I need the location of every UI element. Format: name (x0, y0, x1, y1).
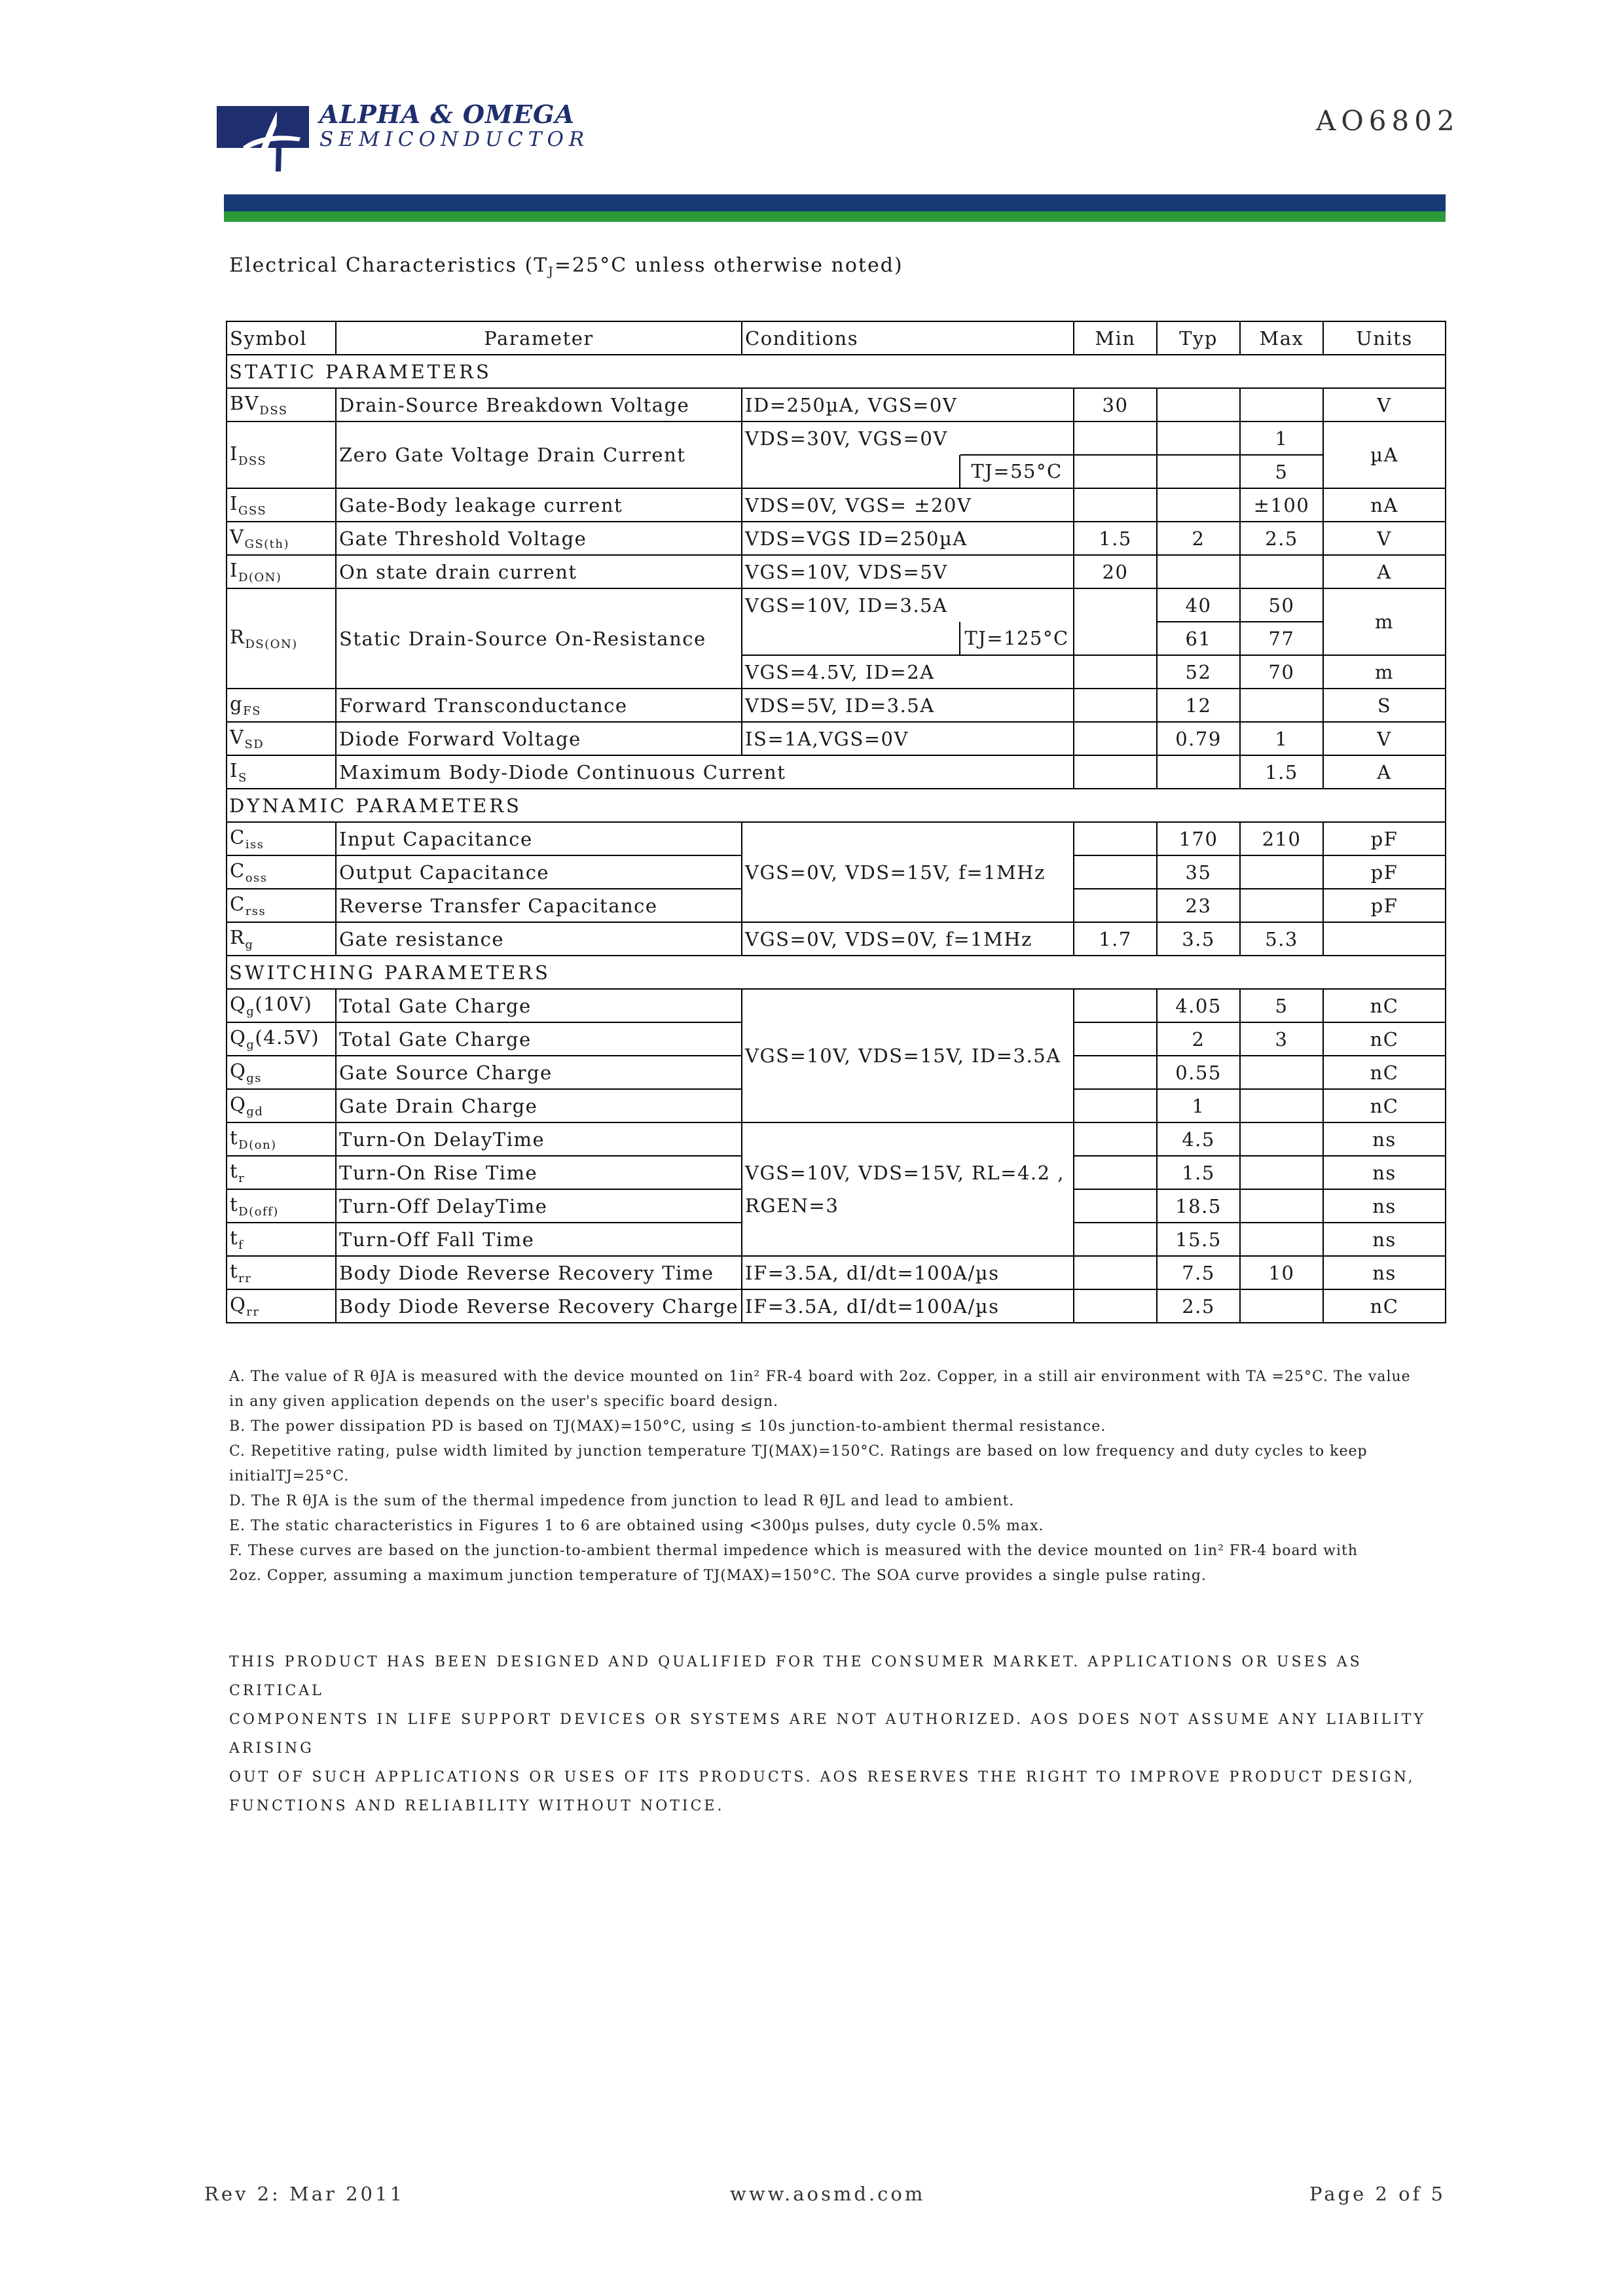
brand-name: ALPHA & OMEGA (319, 99, 575, 129)
max-cell: ±100 (1240, 488, 1323, 522)
col-header-symbol: Symbol (227, 321, 336, 355)
typ-cell: 2 (1157, 1022, 1240, 1056)
symbol-cell: $C_{oss}$ (227, 855, 336, 889)
footer-url[interactable]: www.aosmd.com (730, 2183, 926, 2205)
typ-cell: 0.79 (1157, 722, 1240, 755)
footnote-line: D. The R θJA is the sum of the thermal impedence from junction to lead R θJL and lead to ambient. (229, 1493, 1015, 1509)
unit-cell: ns (1323, 1156, 1446, 1189)
max-cell (1240, 555, 1323, 588)
table-row (227, 388, 1446, 422)
unit-cell: ns (1323, 1122, 1446, 1156)
conditions-cell: ID=250µA, VGS=0V (742, 388, 1074, 422)
min-cell (1074, 1189, 1157, 1223)
col-header-min: Min (1074, 321, 1157, 355)
symbol-cell: $g_{FS}$ (227, 689, 336, 722)
parameter-cell: Diode Forward Voltage (336, 722, 742, 755)
max-cell: 3 (1240, 1022, 1323, 1056)
conditions-cell (742, 422, 1074, 488)
unit-cell (1323, 922, 1446, 956)
parameter-cell: Turn-Off DelayTime (336, 1189, 742, 1223)
col-header-parameter: Parameter (336, 321, 742, 355)
typ-cell: 15.5 (1157, 1223, 1240, 1256)
unit-cell: A (1323, 555, 1446, 588)
min-cell (1074, 1022, 1157, 1056)
typ-cell (1157, 422, 1240, 455)
max-cell (1240, 689, 1323, 722)
disclaimer-line: THIS PRODUCT HAS BEEN DESIGNED AND QUALIFIED FOR THE CONSUMER MARKET. APPLICATIONS OR USES AS CRITICAL (229, 1654, 1362, 1699)
unit-cell: µA (1323, 422, 1446, 488)
symbol-cell: $Q_{gs}$ (227, 1056, 336, 1089)
footnote-line: in any given application depends on the user's specific board design. (229, 1393, 779, 1410)
unit-cell: V (1323, 722, 1446, 755)
max-cell (1240, 1122, 1323, 1156)
max-cell (1240, 1089, 1323, 1122)
min-cell (1074, 755, 1157, 789)
max-cell: 210 (1240, 822, 1323, 855)
symbol-cell: $t_{rr}$ (227, 1256, 336, 1289)
max-cell: 50 (1240, 588, 1323, 622)
conditions-cell: VGS=10V, VDS=5V (742, 555, 1074, 588)
parameter-cell: Total Gate Charge (336, 1022, 742, 1056)
parameter-cell: Gate Threshold Voltage (336, 522, 742, 555)
min-cell: 30 (1074, 388, 1157, 422)
condition-line: RGEN=3 (745, 1194, 839, 1217)
section-dynamic: DYNAMIC PARAMETERS (227, 789, 1446, 822)
conditions-cell (742, 1122, 1074, 1256)
conditions-cell: VDS=5V, ID=3.5A (742, 689, 1074, 722)
typ-cell: 2 (1157, 522, 1240, 555)
min-cell (1074, 488, 1157, 522)
unit-cell: ns (1323, 1256, 1446, 1289)
max-cell: 1.5 (1240, 755, 1323, 789)
min-cell (1074, 855, 1157, 889)
min-cell (1074, 1089, 1157, 1122)
typ-cell (1157, 755, 1240, 789)
unit-cell: V (1323, 522, 1446, 555)
symbol-cell: $I_{DSS}$ (227, 422, 336, 488)
symbol-cell: $I_{GSS}$ (227, 488, 336, 522)
typ-cell: 7.5 (1157, 1256, 1240, 1289)
typ-cell: 61 (1157, 622, 1240, 655)
conditions-cell: VDS=VGS ID=250µA (742, 522, 1074, 555)
parameter-cell: Body Diode Reverse Recovery Time (336, 1256, 742, 1289)
table-row (227, 422, 1446, 455)
min-cell (1074, 588, 1157, 655)
col-header-typ: Typ (1157, 321, 1240, 355)
max-cell: 10 (1240, 1256, 1323, 1289)
symbol-cell: $t_{D(on)}$ (227, 1122, 336, 1156)
alpha-omega-logo-icon (217, 103, 309, 173)
footer-revision: Rev 2: Mar 2011 (204, 2183, 405, 2205)
min-cell (1074, 422, 1157, 455)
table-row (227, 1122, 1446, 1156)
parameter-cell: Maximum Body-Diode Continuous Current (336, 755, 1074, 789)
unit-cell: nA (1323, 488, 1446, 522)
typ-cell: 35 (1157, 855, 1240, 889)
max-cell: 1 (1240, 722, 1323, 755)
max-cell: 70 (1240, 655, 1323, 689)
symbol-cell: $C_{iss}$ (227, 822, 336, 855)
table-row (227, 989, 1446, 1022)
unit-cell: m (1323, 588, 1446, 655)
footnotes (229, 1365, 1447, 1588)
max-cell (1240, 855, 1323, 889)
max-cell: 2.5 (1240, 522, 1323, 555)
condition-line: VDS=30V, VGS=0V (745, 427, 948, 450)
min-cell (1074, 889, 1157, 922)
table-row (227, 822, 1446, 855)
min-cell (1074, 655, 1157, 689)
max-cell: 5.3 (1240, 922, 1323, 956)
parameter-cell: Reverse Transfer Capacitance (336, 889, 742, 922)
condition-tj: TJ=55°C (959, 455, 1073, 488)
symbol-cell: $Q_g(10V)$ (227, 989, 336, 1022)
table-row (227, 1289, 1446, 1323)
table-row (227, 522, 1446, 555)
parameter-cell: Gate resistance (336, 922, 742, 956)
conditions-cell: VGS=10V, VDS=15V, ID=3.5A (742, 989, 1074, 1122)
col-header-units: Units (1323, 321, 1446, 355)
max-cell: 5 (1240, 989, 1323, 1022)
condition-line: VGS=10V, ID=3.5A (745, 594, 948, 617)
unit-cell: ns (1323, 1189, 1446, 1223)
footnote-line: E. The static characteristics in Figures 1 to 6 are obtained using <300µs pulses, duty cycle 0.5% max. (229, 1518, 1044, 1534)
conditions-cell: VGS=0V, VDS=15V, f=1MHz (742, 822, 1074, 922)
footnote-line: F. These curves are based on the junction-to-ambient thermal impedence which is measured with the device mounted on 1in² FR-4 board with (229, 1543, 1359, 1559)
parameter-cell: Zero Gate Voltage Drain Current (336, 422, 742, 488)
footnote-line: A. The value of R θJA is measured with the device mounted on 1in² FR-4 board with 2oz. Copper, in a still air environment with TA =25°C. The value (229, 1369, 1411, 1385)
footnote-line: 2oz. Copper, assuming a maximum junction temperature of TJ(MAX)=150°C. The SOA curve provides a single pulse rating. (229, 1568, 1207, 1584)
typ-cell (1157, 388, 1240, 422)
typ-cell: 1 (1157, 1089, 1240, 1122)
min-cell (1074, 689, 1157, 722)
min-cell: 20 (1074, 555, 1157, 588)
min-cell (1074, 1156, 1157, 1189)
table-row (227, 755, 1446, 789)
col-header-conditions: Conditions (742, 321, 1074, 355)
typ-cell: 170 (1157, 822, 1240, 855)
parameter-cell: Gate Source Charge (336, 1056, 742, 1089)
symbol-cell: $I_{D(ON)}$ (227, 555, 336, 588)
unit-cell: V (1323, 388, 1446, 422)
typ-cell: 0.55 (1157, 1056, 1240, 1089)
min-cell (1074, 1223, 1157, 1256)
typ-cell: 4.5 (1157, 1122, 1240, 1156)
typ-cell: 3.5 (1157, 922, 1240, 956)
disclaimer-line: COMPONENTS IN LIFE SUPPORT DEVICES OR SYSTEMS ARE NOT AUTHORIZED. AOS DOES NOT ASSUME ANY LIABILITY ARISING (229, 1712, 1426, 1757)
conditions-cell: VGS=0V, VDS=0V, f=1MHz (742, 922, 1074, 956)
typ-cell: 23 (1157, 889, 1240, 922)
header-band-green (224, 211, 1446, 222)
conditions-cell: IF=3.5A, dI/dt=100A/µs (742, 1256, 1074, 1289)
min-cell (1074, 1056, 1157, 1089)
unit-cell: nC (1323, 1089, 1446, 1122)
min-cell (1074, 822, 1157, 855)
parameter-cell: Static Drain-Source On-Resistance (336, 588, 742, 689)
unit-cell: nC (1323, 1022, 1446, 1056)
unit-cell: nC (1323, 989, 1446, 1022)
header-band-blue (224, 194, 1446, 211)
table-row (227, 488, 1446, 522)
parameter-cell: Input Capacitance (336, 822, 742, 855)
parameter-cell: Turn-Off Fall Time (336, 1223, 742, 1256)
parameter-cell: Turn-On Rise Time (336, 1156, 742, 1189)
max-cell: 5 (1240, 455, 1323, 488)
min-cell (1074, 1289, 1157, 1323)
unit-cell: m (1323, 655, 1446, 689)
max-cell: 1 (1240, 422, 1323, 455)
col-header-max: Max (1240, 321, 1323, 355)
symbol-cell: $t_r$ (227, 1156, 336, 1189)
conditions-cell (742, 588, 1074, 655)
typ-cell (1157, 455, 1240, 488)
table-row (227, 1256, 1446, 1289)
symbol-cell: $Q_{rr}$ (227, 1289, 336, 1323)
conditions-cell: VGS=4.5V, ID=2A (742, 655, 1074, 689)
symbol-cell: $t_{D(off)}$ (227, 1189, 336, 1223)
brand-subtitle: SEMICONDUCTOR (319, 128, 590, 151)
unit-cell: pF (1323, 889, 1446, 922)
disclaimer-line: FUNCTIONS AND RELIABILITY WITHOUT NOTICE. (229, 1798, 725, 1814)
max-cell (1240, 889, 1323, 922)
section-switching: SWITCHING PARAMETERS (227, 956, 1446, 989)
min-cell: 1.5 (1074, 522, 1157, 555)
symbol-cell: $BV_{DSS}$ (227, 388, 336, 422)
conditions-cell: IF=3.5A, dI/dt=100A/µs (742, 1289, 1074, 1323)
table-row (227, 555, 1446, 588)
typ-cell: 4.05 (1157, 989, 1240, 1022)
section-static: STATIC PARAMETERS (227, 355, 1446, 388)
typ-cell: 52 (1157, 655, 1240, 689)
condition-line: VGS=10V, VDS=15V, RL=4.2 , (745, 1162, 1065, 1184)
footnote-line: C. Repetitive rating, pulse width limited by junction temperature TJ(MAX)=150°C. Ratings are based on low frequency and duty cycles to keep (229, 1443, 1368, 1460)
parameter-cell: Output Capacitance (336, 855, 742, 889)
electrical-characteristics-table (226, 321, 1446, 1323)
page-heading: Electrical Characteristics ($T_J=25^\circ C$ unless otherwise noted) (229, 254, 903, 279)
footer-page-number: Page 2 of 5 (1309, 2183, 1446, 2205)
min-cell (1074, 722, 1157, 755)
parameter-cell: Turn-On DelayTime (336, 1122, 742, 1156)
typ-cell: 1.5 (1157, 1156, 1240, 1189)
conditions-cell: IS=1A,VGS=0V (742, 722, 1074, 755)
typ-cell: 12 (1157, 689, 1240, 722)
unit-cell: pF (1323, 822, 1446, 855)
unit-cell: pF (1323, 855, 1446, 889)
unit-cell: nC (1323, 1056, 1446, 1089)
part-number: AO6802 (1316, 105, 1460, 137)
symbol-cell: $V_{SD}$ (227, 722, 336, 755)
min-cell (1074, 455, 1157, 488)
symbol-cell: $I_S$ (227, 755, 336, 789)
max-cell (1240, 1189, 1323, 1223)
table-row (227, 722, 1446, 755)
typ-cell: 2.5 (1157, 1289, 1240, 1323)
max-cell (1240, 1156, 1323, 1189)
symbol-cell: $V_{GS(th)}$ (227, 522, 336, 555)
table-row (227, 689, 1446, 722)
symbol-cell: $Q_g(4.5V)$ (227, 1022, 336, 1056)
typ-cell (1157, 488, 1240, 522)
max-cell (1240, 1056, 1323, 1089)
disclaimer (229, 1648, 1447, 1821)
min-cell (1074, 989, 1157, 1022)
symbol-cell: $R_g$ (227, 922, 336, 956)
unit-cell: S (1323, 689, 1446, 722)
table-row (227, 588, 1446, 622)
parameter-cell: Total Gate Charge (336, 989, 742, 1022)
min-cell (1074, 1256, 1157, 1289)
max-cell (1240, 388, 1323, 422)
conditions-cell: VDS=0V, VGS= ±20V (742, 488, 1074, 522)
typ-cell: 18.5 (1157, 1189, 1240, 1223)
typ-cell (1157, 555, 1240, 588)
symbol-cell: $R_{DS(ON)}$ (227, 588, 336, 689)
symbol-cell: $C_{rss}$ (227, 889, 336, 922)
parameter-cell: Gate-Body leakage current (336, 488, 742, 522)
symbol-cell: $t_f$ (227, 1223, 336, 1256)
parameter-cell: Body Diode Reverse Recovery Charge (336, 1289, 742, 1323)
condition-tj: TJ=125°C (959, 622, 1073, 655)
min-cell: 1.7 (1074, 922, 1157, 956)
symbol-cell: $Q_{gd}$ (227, 1089, 336, 1122)
typ-cell: 40 (1157, 588, 1240, 622)
parameter-cell: On state drain current (336, 555, 742, 588)
unit-cell: nC (1323, 1289, 1446, 1323)
max-cell: 77 (1240, 622, 1323, 655)
max-cell (1240, 1289, 1323, 1323)
footnote-line: initialTJ=25°C. (229, 1468, 350, 1484)
min-cell (1074, 1122, 1157, 1156)
table-row (227, 922, 1446, 956)
footnote-line: B. The power dissipation PD is based on TJ(MAX)=150°C, using ≤ 10s junction-to-ambient thermal resistance. (229, 1418, 1106, 1435)
parameter-cell: Gate Drain Charge (336, 1089, 742, 1122)
max-cell (1240, 1223, 1323, 1256)
parameter-cell: Forward Transconductance (336, 689, 742, 722)
disclaimer-line: OUT OF SUCH APPLICATIONS OR USES OF ITS PRODUCTS. AOS RESERVES THE RIGHT TO IMPROVE PRODUCT DESIGN, (229, 1769, 1415, 1785)
parameter-cell: Drain-Source Breakdown Voltage (336, 388, 742, 422)
table-header-row (227, 321, 1446, 355)
unit-cell: A (1323, 755, 1446, 789)
unit-cell: ns (1323, 1223, 1446, 1256)
